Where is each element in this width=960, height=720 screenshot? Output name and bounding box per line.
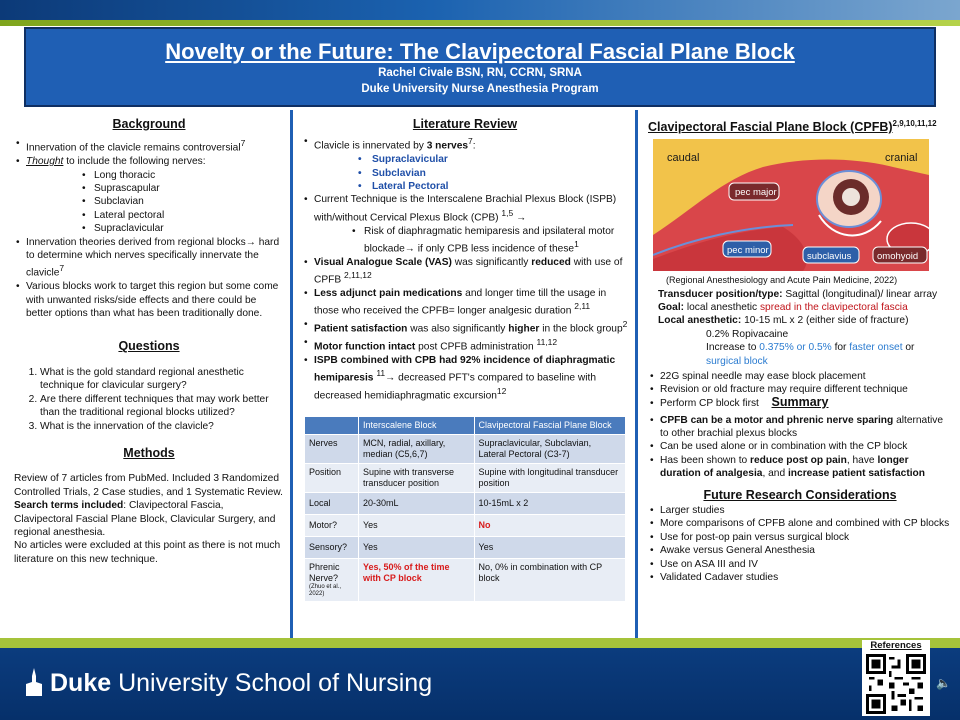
table-row bbox=[305, 515, 626, 537]
increase-text: Increase to 0.375% or 0.5% for faster onset or surgical block bbox=[706, 342, 915, 367]
column-divider-left bbox=[290, 110, 293, 644]
cpfb-heading: Clavipectoral Fascial Plane Block (CPFB)$^{2,9,10,11,12}$ bbox=[648, 119, 937, 135]
duke-chapel-icon bbox=[24, 668, 44, 696]
comparison-table bbox=[304, 416, 626, 602]
speaker-icon[interactable]: 🔈 bbox=[936, 676, 951, 690]
methods-heading: Methods bbox=[123, 445, 175, 460]
caudal-label: caudal bbox=[667, 152, 700, 165]
list-item: • Use for post-op pain versus surgical block bbox=[648, 531, 952, 544]
methods-text: Review of 7 articles from PubMed. Included 3 Randomized Controlled Trials, 2 Case studies, and 1 Systematic Review. Search terms included: Clavipectoral Fascia, Clavipectoral Fascial Plane Block, Clavicular Surgery, and regional anesthesia. No articles were excluded at this point as there is not much literature on this new technique. bbox=[14, 473, 283, 565]
pec-minor-label: pec minor bbox=[727, 245, 769, 257]
right-column bbox=[648, 116, 952, 585]
list-item: • Larger studies bbox=[648, 504, 952, 517]
table-cell: No bbox=[474, 515, 625, 537]
list-item: • Suprascapular bbox=[82, 182, 284, 195]
summary-heading: Summary bbox=[771, 395, 829, 410]
subclavius-label: subclavius bbox=[807, 251, 852, 263]
program-line: Duke University Nurse Anesthesia Program bbox=[361, 83, 599, 95]
literature-nerve-list bbox=[314, 153, 628, 193]
list-item: • Patient satisfaction was also significantly higher in the block group$^2$ bbox=[302, 318, 628, 336]
table-header-cell: Interscalene Block bbox=[358, 417, 474, 435]
list-item: • Awake versus General Anesthesia bbox=[648, 544, 952, 557]
future-research-list bbox=[648, 504, 952, 584]
list-item: • Subclavian bbox=[358, 167, 628, 180]
list-item: • Various blocks work to target this region but some come with unwanted risks/side effects and there could be better options than what has been traditionally done. bbox=[14, 280, 284, 320]
table-cell: Motor? bbox=[305, 515, 359, 537]
duke-logo: Duke University School of Nursing bbox=[24, 668, 432, 698]
references-box bbox=[862, 640, 930, 716]
list-item: • Has been shown to reduce post op pain, have longer duration of analgesia, and increase patient satisfaction bbox=[648, 454, 952, 481]
list-item: • Innervation of the clavicle remains controversial$^7$ bbox=[14, 137, 284, 155]
list-item: • Lateral Pectoral bbox=[358, 180, 628, 193]
ropivacaine-text: 0.2% Ropivacaine bbox=[706, 328, 789, 340]
future-research-heading: Future Research Considerations bbox=[703, 487, 897, 502]
background-nerve-list bbox=[26, 169, 284, 236]
list-item: • Lateral pectoral bbox=[82, 209, 284, 222]
table-row bbox=[305, 435, 626, 464]
list-item: • Motor function intact post CPFB administration $^{11,12}$ bbox=[302, 336, 628, 354]
list-item: • 22G spinal needle may ease block placement bbox=[648, 370, 952, 383]
questions-list bbox=[14, 366, 284, 433]
table-cell: Nerves bbox=[305, 435, 359, 464]
list-item: • ISPB combined with CPB had 92% incidence of diaphragmatic hemiparesis $^{11}$→ decreased PFT's compared to baseline with decreased hemidiaphragmatic excursion$^{12}$ bbox=[302, 354, 628, 403]
pec-major-label: pec major bbox=[735, 187, 777, 199]
middle-column bbox=[302, 118, 628, 403]
table-cell: 10-15mL x 2 bbox=[474, 493, 625, 515]
literature-list bbox=[302, 135, 628, 402]
list-item: • Supraclavicular bbox=[82, 222, 284, 235]
list-item: • Perform CP block first bbox=[648, 397, 952, 410]
transducer-text: Transducer position/type: Sagittal (longitudinal)/ linear array bbox=[658, 288, 938, 300]
cranial-label: cranial bbox=[885, 152, 918, 165]
top-blue-bar bbox=[0, 0, 960, 20]
list-item: 3. What is the innervation of the clavicle? bbox=[40, 420, 284, 433]
list-item: • Use on ASA III and IV bbox=[648, 558, 952, 571]
title-banner bbox=[24, 27, 936, 107]
list-item: • More comparisons of CPFB alone and combined with CP blocks bbox=[648, 517, 952, 530]
table-cell: Yes, 50% of the time with CP block bbox=[358, 559, 474, 602]
table-header-cell bbox=[305, 417, 359, 435]
top-green-stripe bbox=[0, 20, 960, 26]
list-item: • Current Technique is the Interscalene Brachial Plexus Block (ISPB) with/without Cervical Plexus Block (CPB) $^{1,5}$ → • Risk of diaphragmatic hemiparesis and ipsilateral motor blockade→ if only CPB less incidence of these$^1$ bbox=[302, 193, 628, 255]
table-cell: Position bbox=[305, 464, 359, 493]
list-item: • Long thoracic bbox=[82, 169, 284, 182]
table-row bbox=[305, 537, 626, 559]
table-cell: Supraclavicular, Subclavian, Lateral Pectoral (C3-7) bbox=[474, 435, 625, 464]
table-header-cell: Clavipectoral Fascial Plane Block bbox=[474, 417, 625, 435]
table-cell: No, 0% in combination with CP block bbox=[474, 559, 625, 602]
ultrasound-diagram bbox=[653, 139, 929, 271]
literature-heading: Literature Review bbox=[412, 117, 518, 131]
cpfb-tips-list bbox=[648, 370, 952, 410]
table-cell: Yes bbox=[358, 515, 474, 537]
list-item: 2. Are there different techniques that may work better than the traditional regional blocks utilized? bbox=[40, 393, 284, 420]
list-item: • Visual Analogue Scale (VAS) was significantly reduced with use of CPFB $^{2,11,12}$ bbox=[302, 256, 628, 287]
author-line: Rachel Civale BSN, RN, CCRN, SRNA bbox=[378, 67, 582, 79]
table-cell: Sensory? bbox=[305, 537, 359, 559]
left-column bbox=[14, 118, 284, 566]
list-item: • Subclavian bbox=[82, 195, 284, 208]
table-cell: MCN, radial, axillary, median (C5,6,7) bbox=[358, 435, 474, 464]
list-item: • Supraclavicular bbox=[358, 153, 628, 166]
column-divider-right bbox=[635, 110, 638, 644]
table-cell: Local bbox=[305, 493, 359, 515]
list-item: • Validated Cadaver studies bbox=[648, 571, 952, 584]
qr-code-icon[interactable] bbox=[866, 654, 926, 714]
table-cell: 20-30mL bbox=[358, 493, 474, 515]
table-cell: Supine with longitudinal transducer position bbox=[474, 464, 625, 493]
questions-heading: Questions bbox=[118, 339, 180, 354]
local-anesthetic-text: Local anesthetic: 10-15 mL x 2 (either side of fracture) bbox=[658, 315, 909, 327]
list-item: • Clavicle is innervated by 3 nerves$^7$: • Supraclavicular • Subclavian • Lateral Pectoral bbox=[302, 135, 628, 193]
goal-text: Goal: local anesthetic spread in the clavipectoral fascia bbox=[658, 301, 908, 313]
list-item: • Less adjunct pain medications and longer time till the usage in those who received the CPFB= longer analgesic duration $^{2,11}$ bbox=[302, 287, 628, 318]
table-header-row bbox=[305, 417, 626, 435]
background-list bbox=[14, 137, 284, 320]
table-cell: Phrenic Nerve? (Zhuo et al., 2022) bbox=[305, 559, 359, 602]
list-item: • Can be used alone or in combination with the CP block bbox=[648, 440, 952, 453]
poster-title: Novelty or the Future: The Clavipectoral Fascial Plane Block bbox=[165, 39, 795, 64]
list-item: • CPFB can be a motor and phrenic nerve sparing alternative to other brachial plexus blocks bbox=[648, 414, 952, 441]
table-cell: Yes bbox=[358, 537, 474, 559]
table-row bbox=[305, 559, 626, 602]
list-item: • Revision or old fracture may require different technique bbox=[648, 383, 952, 396]
footer-bar bbox=[0, 638, 960, 720]
summary-list bbox=[648, 414, 952, 481]
table-row bbox=[305, 493, 626, 515]
omohyoid-label: omohyoid bbox=[877, 251, 919, 263]
list-item: 1. What is the gold standard regional anesthetic technique for clavicular surgery? bbox=[40, 366, 284, 393]
clavicle-center bbox=[842, 188, 860, 206]
references-label[interactable]: References bbox=[870, 640, 922, 651]
table-cell: Yes bbox=[474, 537, 625, 559]
image-caption: (Regional Anesthesiology and Acute Pain Medicine, 2022) bbox=[666, 275, 898, 286]
list-item: • Innervation theories derived from regional blocks→ hard to determine which nerves specifically innervate the clavicle$^7$ bbox=[14, 236, 284, 281]
background-heading: Background bbox=[112, 117, 186, 131]
table-row bbox=[305, 464, 626, 493]
table-cell: Supine with transverse transducer position bbox=[358, 464, 474, 493]
list-item: • Risk of diaphragmatic hemiparesis and ipsilateral motor blockade→ if only CPB less incidence of these$^1$ bbox=[352, 225, 628, 256]
list-item: • Thought to include the following nerves: • Long thoracic • Suprascapular • Subclavian • Lateral pectoral • Supraclavicular bbox=[14, 155, 284, 235]
